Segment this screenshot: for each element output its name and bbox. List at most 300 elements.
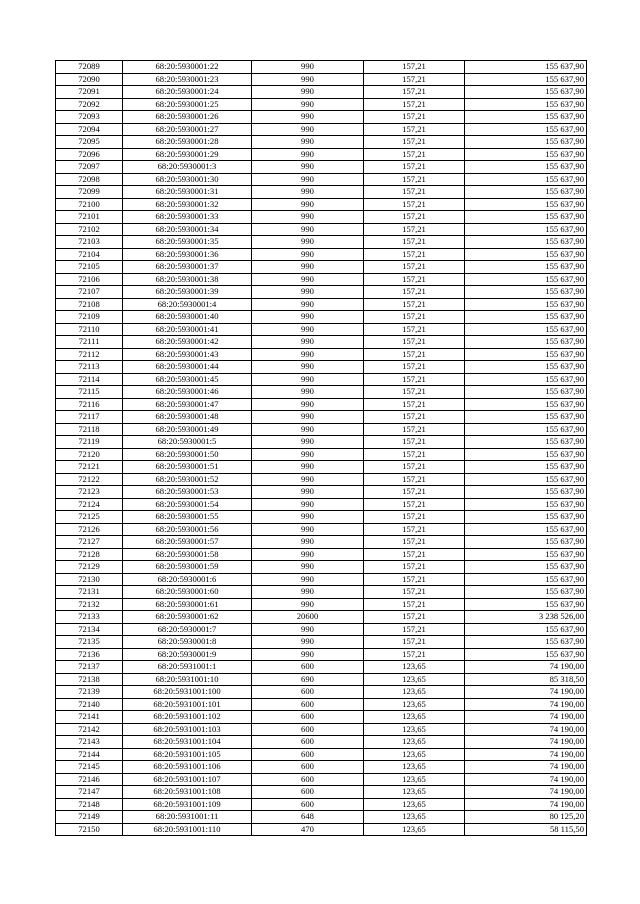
table-row bbox=[56, 398, 587, 411]
row-number-cell: 72101 bbox=[56, 211, 123, 224]
table-row bbox=[56, 548, 587, 561]
cadastral-value-cell: 155 637,90 bbox=[465, 536, 587, 549]
row-number-cell: 72114 bbox=[56, 373, 123, 386]
cadastral-number-cell: 68:20:5930001:48 bbox=[123, 411, 252, 424]
row-number-cell: 72137 bbox=[56, 661, 123, 674]
specific-value-cell: 157,21 bbox=[364, 273, 465, 286]
row-number-cell: 72091 bbox=[56, 86, 123, 99]
specific-value-cell: 157,21 bbox=[364, 436, 465, 449]
row-number-cell: 72115 bbox=[56, 386, 123, 399]
cadastral-value-cell: 74 190,00 bbox=[465, 786, 587, 799]
area-cell: 990 bbox=[252, 186, 364, 199]
row-number-cell: 72104 bbox=[56, 248, 123, 261]
cadastral-value-cell: 155 637,90 bbox=[465, 298, 587, 311]
cadastral-value-cell: 155 637,90 bbox=[465, 636, 587, 649]
area-cell: 648 bbox=[252, 811, 364, 824]
cadastral-value-cell: 155 637,90 bbox=[465, 373, 587, 386]
specific-value-cell: 157,21 bbox=[364, 236, 465, 249]
row-number-cell: 72122 bbox=[56, 473, 123, 486]
cadastral-number-cell: 68:20:5930001:39 bbox=[123, 286, 252, 299]
table-row bbox=[56, 811, 587, 824]
table-row bbox=[56, 86, 587, 99]
cadastral-number-cell: 68:20:5930001:30 bbox=[123, 173, 252, 186]
row-number-cell: 72130 bbox=[56, 573, 123, 586]
table-row bbox=[56, 336, 587, 349]
cadastral-number-cell: 68:20:5931001:108 bbox=[123, 786, 252, 799]
table-row bbox=[56, 698, 587, 711]
row-number-cell: 72108 bbox=[56, 298, 123, 311]
row-number-cell: 72148 bbox=[56, 798, 123, 811]
table-row bbox=[56, 298, 587, 311]
table-row bbox=[56, 436, 587, 449]
cadastral-value-cell: 155 637,90 bbox=[465, 473, 587, 486]
area-cell: 990 bbox=[252, 586, 364, 599]
table-row bbox=[56, 636, 587, 649]
cadastral-number-cell: 68:20:5930001:22 bbox=[123, 61, 252, 74]
area-cell: 600 bbox=[252, 773, 364, 786]
row-number-cell: 72146 bbox=[56, 773, 123, 786]
table-row bbox=[56, 623, 587, 636]
specific-value-cell: 157,21 bbox=[364, 461, 465, 474]
cadastral-value-cell: 155 637,90 bbox=[465, 111, 587, 124]
table-row bbox=[56, 73, 587, 86]
cadastral-value-cell: 85 318,50 bbox=[465, 673, 587, 686]
area-cell: 990 bbox=[252, 286, 364, 299]
table-row bbox=[56, 598, 587, 611]
specific-value-cell: 157,21 bbox=[364, 348, 465, 361]
row-number-cell: 72117 bbox=[56, 411, 123, 424]
specific-value-cell: 123,65 bbox=[364, 723, 465, 736]
area-cell: 990 bbox=[252, 373, 364, 386]
area-cell: 990 bbox=[252, 61, 364, 74]
cadastral-value-cell: 155 637,90 bbox=[465, 486, 587, 499]
area-cell: 990 bbox=[252, 648, 364, 661]
table-row bbox=[56, 348, 587, 361]
row-number-cell: 72106 bbox=[56, 273, 123, 286]
row-number-cell: 72100 bbox=[56, 198, 123, 211]
cadastral-value-cell: 155 637,90 bbox=[465, 648, 587, 661]
row-number-cell: 72095 bbox=[56, 136, 123, 149]
specific-value-cell: 157,21 bbox=[364, 498, 465, 511]
cadastral-value-cell: 155 637,90 bbox=[465, 498, 587, 511]
table-row bbox=[56, 123, 587, 136]
cadastral-value-cell: 155 637,90 bbox=[465, 73, 587, 86]
cadastral-number-cell: 68:20:5930001:31 bbox=[123, 186, 252, 199]
row-number-cell: 72143 bbox=[56, 736, 123, 749]
specific-value-cell: 157,21 bbox=[364, 561, 465, 574]
table-row bbox=[56, 236, 587, 249]
specific-value-cell: 123,65 bbox=[364, 673, 465, 686]
cadastral-number-cell: 68:20:5931001:101 bbox=[123, 698, 252, 711]
specific-value-cell: 157,21 bbox=[364, 648, 465, 661]
cadastral-number-cell: 68:20:5930001:62 bbox=[123, 611, 252, 624]
cadastral-number-cell: 68:20:5930001:46 bbox=[123, 386, 252, 399]
specific-value-cell: 157,21 bbox=[364, 298, 465, 311]
cadastral-value-table bbox=[55, 60, 587, 836]
specific-value-cell: 157,21 bbox=[364, 311, 465, 324]
specific-value-cell: 157,21 bbox=[364, 148, 465, 161]
row-number-cell: 72112 bbox=[56, 348, 123, 361]
area-cell: 990 bbox=[252, 123, 364, 136]
table-row bbox=[56, 748, 587, 761]
cadastral-number-cell: 68:20:5931001:110 bbox=[123, 823, 252, 836]
area-cell: 600 bbox=[252, 661, 364, 674]
area-cell: 990 bbox=[252, 548, 364, 561]
cadastral-number-cell: 68:20:5930001:60 bbox=[123, 586, 252, 599]
table-row bbox=[56, 761, 587, 774]
cadastral-number-cell: 68:20:5931001:109 bbox=[123, 798, 252, 811]
row-number-cell: 72105 bbox=[56, 261, 123, 274]
table-row bbox=[56, 248, 587, 261]
cadastral-number-cell: 68:20:5931001:103 bbox=[123, 723, 252, 736]
cadastral-value-cell: 74 190,00 bbox=[465, 661, 587, 674]
specific-value-cell: 157,21 bbox=[364, 448, 465, 461]
cadastral-value-cell: 155 637,90 bbox=[465, 423, 587, 436]
area-cell: 20600 bbox=[252, 611, 364, 624]
cadastral-value-cell: 80 125,20 bbox=[465, 811, 587, 824]
cadastral-number-cell: 68:20:5931001:107 bbox=[123, 773, 252, 786]
table-row bbox=[56, 361, 587, 374]
cadastral-value-cell: 155 637,90 bbox=[465, 448, 587, 461]
table-row bbox=[56, 648, 587, 661]
cadastral-value-cell: 3 238 526,00 bbox=[465, 611, 587, 624]
cadastral-value-cell: 155 637,90 bbox=[465, 173, 587, 186]
row-number-cell: 72144 bbox=[56, 748, 123, 761]
cadastral-number-cell: 68:20:5930001:37 bbox=[123, 261, 252, 274]
cadastral-number-cell: 68:20:5930001:58 bbox=[123, 548, 252, 561]
table-row bbox=[56, 136, 587, 149]
row-number-cell: 72118 bbox=[56, 423, 123, 436]
specific-value-cell: 157,21 bbox=[364, 523, 465, 536]
specific-value-cell: 157,21 bbox=[364, 136, 465, 149]
cadastral-number-cell: 68:20:5931001:100 bbox=[123, 686, 252, 699]
cadastral-number-cell: 68:20:5930001:7 bbox=[123, 623, 252, 636]
cadastral-number-cell: 68:20:5930001:36 bbox=[123, 248, 252, 261]
cadastral-number-cell: 68:20:5930001:59 bbox=[123, 561, 252, 574]
cadastral-number-cell: 68:20:5930001:26 bbox=[123, 111, 252, 124]
table-row bbox=[56, 586, 587, 599]
cadastral-number-cell: 68:20:5930001:45 bbox=[123, 373, 252, 386]
table-row bbox=[56, 273, 587, 286]
specific-value-cell: 157,21 bbox=[364, 423, 465, 436]
row-number-cell: 72125 bbox=[56, 511, 123, 524]
table-row bbox=[56, 473, 587, 486]
row-number-cell: 72150 bbox=[56, 823, 123, 836]
table-row bbox=[56, 111, 587, 124]
cadastral-number-cell: 68:20:5930001:24 bbox=[123, 86, 252, 99]
cadastral-value-cell: 74 190,00 bbox=[465, 736, 587, 749]
cadastral-number-cell: 68:20:5930001:44 bbox=[123, 361, 252, 374]
row-number-cell: 72142 bbox=[56, 723, 123, 736]
cadastral-value-cell: 155 637,90 bbox=[465, 598, 587, 611]
area-cell: 990 bbox=[252, 111, 364, 124]
row-number-cell: 72093 bbox=[56, 111, 123, 124]
cadastral-number-cell: 68:20:5930001:28 bbox=[123, 136, 252, 149]
cadastral-number-cell: 68:20:5930001:27 bbox=[123, 123, 252, 136]
cadastral-number-cell: 68:20:5931001:106 bbox=[123, 761, 252, 774]
table-row bbox=[56, 211, 587, 224]
table-row bbox=[56, 661, 587, 674]
specific-value-cell: 157,21 bbox=[364, 386, 465, 399]
cadastral-value-cell: 155 637,90 bbox=[465, 161, 587, 174]
cadastral-number-cell: 68:20:5931001:105 bbox=[123, 748, 252, 761]
specific-value-cell: 157,21 bbox=[364, 286, 465, 299]
cadastral-value-cell: 74 190,00 bbox=[465, 698, 587, 711]
specific-value-cell: 157,21 bbox=[364, 373, 465, 386]
specific-value-cell: 157,21 bbox=[364, 261, 465, 274]
specific-value-cell: 157,21 bbox=[364, 473, 465, 486]
area-cell: 600 bbox=[252, 761, 364, 774]
table-row bbox=[56, 723, 587, 736]
area-cell: 990 bbox=[252, 86, 364, 99]
area-cell: 990 bbox=[252, 311, 364, 324]
specific-value-cell: 157,21 bbox=[364, 161, 465, 174]
specific-value-cell: 157,21 bbox=[364, 173, 465, 186]
area-cell: 990 bbox=[252, 561, 364, 574]
cadastral-value-cell: 155 637,90 bbox=[465, 98, 587, 111]
cadastral-value-cell: 155 637,90 bbox=[465, 211, 587, 224]
table-row bbox=[56, 498, 587, 511]
specific-value-cell: 157,21 bbox=[364, 323, 465, 336]
cadastral-value-cell: 155 637,90 bbox=[465, 223, 587, 236]
row-number-cell: 72139 bbox=[56, 686, 123, 699]
row-number-cell: 72103 bbox=[56, 236, 123, 249]
specific-value-cell: 123,65 bbox=[364, 698, 465, 711]
area-cell: 990 bbox=[252, 161, 364, 174]
area-cell: 990 bbox=[252, 298, 364, 311]
table-row bbox=[56, 561, 587, 574]
area-cell: 990 bbox=[252, 98, 364, 111]
area-cell: 990 bbox=[252, 223, 364, 236]
cadastral-number-cell: 68:20:5930001:8 bbox=[123, 636, 252, 649]
specific-value-cell: 157,21 bbox=[364, 598, 465, 611]
specific-value-cell: 157,21 bbox=[364, 611, 465, 624]
cadastral-number-cell: 68:20:5930001:3 bbox=[123, 161, 252, 174]
table-row bbox=[56, 711, 587, 724]
cadastral-value-cell: 155 637,90 bbox=[465, 511, 587, 524]
specific-value-cell: 123,65 bbox=[364, 773, 465, 786]
area-cell: 990 bbox=[252, 386, 364, 399]
area-cell: 990 bbox=[252, 636, 364, 649]
row-number-cell: 72102 bbox=[56, 223, 123, 236]
cadastral-number-cell: 68:20:5930001:34 bbox=[123, 223, 252, 236]
cadastral-number-cell: 68:20:5930001:43 bbox=[123, 348, 252, 361]
row-number-cell: 72099 bbox=[56, 186, 123, 199]
row-number-cell: 72129 bbox=[56, 561, 123, 574]
row-number-cell: 72124 bbox=[56, 498, 123, 511]
table-row bbox=[56, 448, 587, 461]
cadastral-value-cell: 74 190,00 bbox=[465, 723, 587, 736]
specific-value-cell: 123,65 bbox=[364, 748, 465, 761]
row-number-cell: 72092 bbox=[56, 98, 123, 111]
row-number-cell: 72098 bbox=[56, 173, 123, 186]
area-cell: 990 bbox=[252, 273, 364, 286]
cadastral-number-cell: 68:20:5930001:57 bbox=[123, 536, 252, 549]
row-number-cell: 72121 bbox=[56, 461, 123, 474]
cadastral-number-cell: 68:20:5930001:51 bbox=[123, 461, 252, 474]
specific-value-cell: 157,21 bbox=[364, 223, 465, 236]
row-number-cell: 72134 bbox=[56, 623, 123, 636]
cadastral-value-cell: 74 190,00 bbox=[465, 773, 587, 786]
cadastral-number-cell: 68:20:5930001:56 bbox=[123, 523, 252, 536]
table-row bbox=[56, 261, 587, 274]
area-cell: 990 bbox=[252, 423, 364, 436]
area-cell: 600 bbox=[252, 723, 364, 736]
area-cell: 990 bbox=[252, 573, 364, 586]
cadastral-value-cell: 155 637,90 bbox=[465, 523, 587, 536]
row-number-cell: 72109 bbox=[56, 311, 123, 324]
cadastral-value-cell: 155 637,90 bbox=[465, 548, 587, 561]
table-row bbox=[56, 198, 587, 211]
specific-value-cell: 157,21 bbox=[364, 548, 465, 561]
cadastral-value-cell: 74 190,00 bbox=[465, 711, 587, 724]
row-number-cell: 72116 bbox=[56, 398, 123, 411]
area-cell: 600 bbox=[252, 686, 364, 699]
cadastral-number-cell: 68:20:5931001:1 bbox=[123, 661, 252, 674]
table-row bbox=[56, 523, 587, 536]
row-number-cell: 72110 bbox=[56, 323, 123, 336]
specific-value-cell: 157,21 bbox=[364, 486, 465, 499]
cadastral-value-cell: 155 637,90 bbox=[465, 186, 587, 199]
row-number-cell: 72141 bbox=[56, 711, 123, 724]
row-number-cell: 72145 bbox=[56, 761, 123, 774]
cadastral-value-cell: 155 637,90 bbox=[465, 198, 587, 211]
specific-value-cell: 123,65 bbox=[364, 811, 465, 824]
row-number-cell: 72089 bbox=[56, 61, 123, 74]
area-cell: 990 bbox=[252, 473, 364, 486]
specific-value-cell: 157,21 bbox=[364, 398, 465, 411]
specific-value-cell: 123,65 bbox=[364, 823, 465, 836]
area-cell: 990 bbox=[252, 398, 364, 411]
table-row bbox=[56, 98, 587, 111]
specific-value-cell: 123,65 bbox=[364, 661, 465, 674]
row-number-cell: 72138 bbox=[56, 673, 123, 686]
table-row bbox=[56, 673, 587, 686]
cadastral-value-cell: 58 115,50 bbox=[465, 823, 587, 836]
area-cell: 990 bbox=[252, 623, 364, 636]
cadastral-value-cell: 155 637,90 bbox=[465, 286, 587, 299]
area-cell: 990 bbox=[252, 336, 364, 349]
area-cell: 600 bbox=[252, 736, 364, 749]
cadastral-number-cell: 68:20:5931001:104 bbox=[123, 736, 252, 749]
cadastral-number-cell: 68:20:5930001:54 bbox=[123, 498, 252, 511]
cadastral-value-cell: 74 190,00 bbox=[465, 748, 587, 761]
area-cell: 600 bbox=[252, 748, 364, 761]
cadastral-value-cell: 74 190,00 bbox=[465, 761, 587, 774]
cadastral-value-cell: 155 637,90 bbox=[465, 561, 587, 574]
table-row bbox=[56, 223, 587, 236]
area-cell: 990 bbox=[252, 511, 364, 524]
specific-value-cell: 157,21 bbox=[364, 573, 465, 586]
cadastral-value-cell: 155 637,90 bbox=[465, 148, 587, 161]
cadastral-number-cell: 68:20:5930001:4 bbox=[123, 298, 252, 311]
table-row bbox=[56, 386, 587, 399]
table-row bbox=[56, 373, 587, 386]
specific-value-cell: 157,21 bbox=[364, 361, 465, 374]
specific-value-cell: 157,21 bbox=[364, 61, 465, 74]
cadastral-value-cell: 155 637,90 bbox=[465, 311, 587, 324]
table-row bbox=[56, 323, 587, 336]
row-number-cell: 72113 bbox=[56, 361, 123, 374]
cadastral-number-cell: 68:20:5931001:102 bbox=[123, 711, 252, 724]
row-number-cell: 72149 bbox=[56, 811, 123, 824]
table-row bbox=[56, 411, 587, 424]
specific-value-cell: 157,21 bbox=[364, 336, 465, 349]
table-row bbox=[56, 461, 587, 474]
specific-value-cell: 157,21 bbox=[364, 111, 465, 124]
row-number-cell: 72123 bbox=[56, 486, 123, 499]
area-cell: 990 bbox=[252, 523, 364, 536]
cadastral-value-cell: 155 637,90 bbox=[465, 248, 587, 261]
specific-value-cell: 123,65 bbox=[364, 711, 465, 724]
table-row bbox=[56, 486, 587, 499]
specific-value-cell: 157,21 bbox=[364, 86, 465, 99]
cadastral-value-cell: 155 637,90 bbox=[465, 398, 587, 411]
cadastral-value-cell: 155 637,90 bbox=[465, 436, 587, 449]
cadastral-value-cell: 74 190,00 bbox=[465, 798, 587, 811]
specific-value-cell: 157,21 bbox=[364, 636, 465, 649]
specific-value-cell: 157,21 bbox=[364, 198, 465, 211]
cadastral-number-cell: 68:20:5931001:11 bbox=[123, 811, 252, 824]
specific-value-cell: 157,21 bbox=[364, 98, 465, 111]
table-row bbox=[56, 423, 587, 436]
cadastral-number-cell: 68:20:5930001:5 bbox=[123, 436, 252, 449]
cadastral-value-cell: 155 637,90 bbox=[465, 123, 587, 136]
row-number-cell: 72133 bbox=[56, 611, 123, 624]
area-cell: 470 bbox=[252, 823, 364, 836]
cadastral-number-cell: 68:20:5930001:6 bbox=[123, 573, 252, 586]
cadastral-value-cell: 155 637,90 bbox=[465, 236, 587, 249]
cadastral-number-cell: 68:20:5930001:32 bbox=[123, 198, 252, 211]
area-cell: 990 bbox=[252, 248, 364, 261]
table-row bbox=[56, 311, 587, 324]
cadastral-number-cell: 68:20:5930001:23 bbox=[123, 73, 252, 86]
area-cell: 990 bbox=[252, 498, 364, 511]
cadastral-value-cell: 155 637,90 bbox=[465, 261, 587, 274]
cadastral-number-cell: 68:20:5930001:50 bbox=[123, 448, 252, 461]
row-number-cell: 72135 bbox=[56, 636, 123, 649]
cadastral-number-cell: 68:20:5930001:25 bbox=[123, 98, 252, 111]
specific-value-cell: 123,65 bbox=[364, 786, 465, 799]
specific-value-cell: 157,21 bbox=[364, 623, 465, 636]
cadastral-value-cell: 155 637,90 bbox=[465, 623, 587, 636]
area-cell: 990 bbox=[252, 448, 364, 461]
cadastral-value-cell: 155 637,90 bbox=[465, 411, 587, 424]
table-body bbox=[56, 61, 587, 836]
table-row bbox=[56, 511, 587, 524]
area-cell: 600 bbox=[252, 786, 364, 799]
cadastral-value-cell: 155 637,90 bbox=[465, 61, 587, 74]
table-row bbox=[56, 286, 587, 299]
area-cell: 990 bbox=[252, 73, 364, 86]
cadastral-number-cell: 68:20:5930001:52 bbox=[123, 473, 252, 486]
area-cell: 990 bbox=[252, 486, 364, 499]
table-row bbox=[56, 773, 587, 786]
row-number-cell: 72127 bbox=[56, 536, 123, 549]
row-number-cell: 72126 bbox=[56, 523, 123, 536]
area-cell: 990 bbox=[252, 261, 364, 274]
area-cell: 990 bbox=[252, 598, 364, 611]
table-row bbox=[56, 573, 587, 586]
table-row bbox=[56, 61, 587, 74]
row-number-cell: 72140 bbox=[56, 698, 123, 711]
specific-value-cell: 157,21 bbox=[364, 186, 465, 199]
cadastral-number-cell: 68:20:5930001:49 bbox=[123, 423, 252, 436]
row-number-cell: 72094 bbox=[56, 123, 123, 136]
row-number-cell: 72107 bbox=[56, 286, 123, 299]
specific-value-cell: 157,21 bbox=[364, 211, 465, 224]
area-cell: 990 bbox=[252, 211, 364, 224]
